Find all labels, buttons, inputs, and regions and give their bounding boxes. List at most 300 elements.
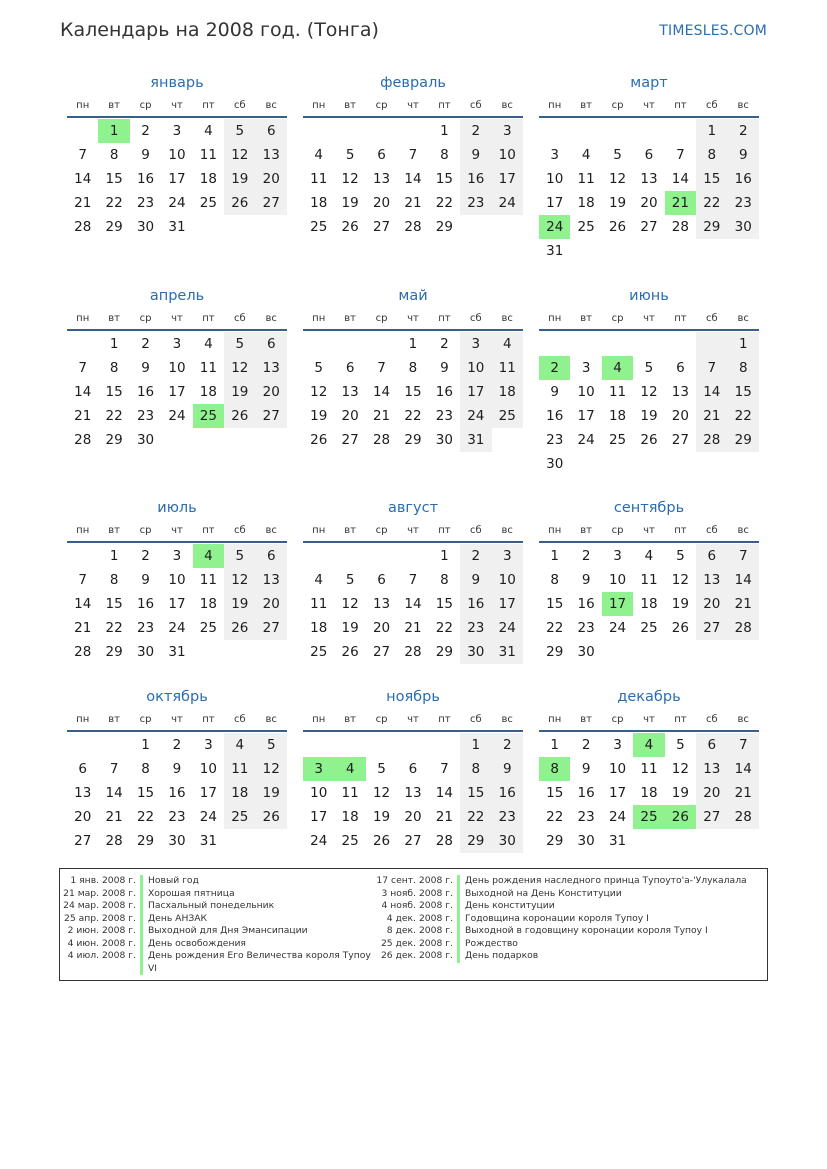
day-cell: 21: [372, 408, 391, 424]
legend-date: 25 дек. 2008 г.: [380, 937, 453, 949]
day-cell: 6: [377, 572, 386, 588]
legend-row: [374, 950, 760, 963]
day-cell: 1: [408, 336, 418, 352]
month-block: [303, 72, 523, 239]
weekday-label: ср: [611, 100, 624, 111]
day-cell: 5: [644, 360, 654, 376]
day-cell: 16: [460, 592, 491, 616]
day-cell: 23: [136, 620, 155, 636]
month-name: март: [630, 75, 668, 91]
day-cell: 2: [492, 733, 523, 757]
day-cell: 1: [440, 548, 449, 564]
day-cell: 25: [492, 404, 523, 428]
month-name: июнь: [629, 288, 669, 304]
day-cell: 6: [377, 147, 386, 163]
day-cell: 14: [435, 785, 453, 801]
legend-row: [374, 925, 760, 938]
empty-cell: [696, 640, 727, 664]
day-cell: 21: [728, 781, 759, 805]
day-cell: 9: [550, 384, 559, 400]
day-cell: 8: [109, 360, 119, 376]
weekday-label: чт: [643, 313, 655, 324]
weekday-label: пт: [438, 313, 451, 324]
day-cell: 27: [256, 191, 287, 215]
weekday-label: вс: [737, 714, 749, 725]
day-cell: 3: [172, 123, 182, 139]
day-cell: 15: [136, 785, 155, 801]
weekday-label: пт: [674, 525, 687, 536]
legend-holiday-name: Новый год: [148, 875, 199, 886]
weekday-label: сб: [705, 313, 718, 324]
empty-cell: [67, 733, 98, 757]
day-cell: 21: [74, 195, 92, 211]
day-cell: 26: [310, 432, 328, 448]
day-cell: 8: [728, 356, 759, 380]
day-cell: 27: [372, 644, 391, 660]
weekday-label: пн: [76, 714, 90, 725]
day-cell: 29: [105, 644, 123, 660]
brand-link[interactable]: TIMESLES.COM: [659, 23, 767, 39]
day-cell: 27: [696, 616, 727, 640]
empty-cell: [366, 332, 397, 356]
day-cell: 23: [728, 191, 759, 215]
day-cell: 27: [74, 833, 92, 849]
legend-date: 17 сент. 2008 г.: [376, 875, 453, 886]
day-cell: 21: [435, 809, 453, 825]
day-cell: 8: [440, 572, 449, 588]
day-cell: 10: [460, 356, 491, 380]
legend-holiday-name: День АНЗАК: [148, 912, 208, 924]
day-cell: 10: [199, 761, 217, 777]
weekday-label: вт: [108, 313, 120, 324]
day-cell: 7: [728, 544, 759, 568]
empty-cell: [633, 640, 664, 664]
day-cell: 11: [310, 596, 328, 612]
day-cell: 16: [460, 167, 491, 191]
weekday-label: чт: [407, 100, 419, 111]
day-cell: 21: [696, 404, 727, 428]
empty-cell: [633, 452, 664, 476]
weekday-label: ср: [139, 714, 152, 725]
weekday-label: вт: [580, 100, 592, 111]
empty-cell: [696, 332, 727, 356]
empty-cell: [602, 640, 633, 664]
weekday-header: [67, 522, 287, 543]
weekday-header: [539, 310, 759, 331]
day-cell: 6: [78, 761, 87, 777]
day-cell: 7: [676, 147, 685, 163]
month-block: [67, 72, 287, 239]
day-cell: 1: [550, 548, 559, 564]
day-grid: [539, 118, 759, 263]
day-cell: 29: [105, 432, 123, 448]
day-cell: 11: [341, 785, 359, 801]
weekday-label: вт: [344, 525, 356, 536]
day-cell: 23: [136, 408, 155, 424]
day-cell: 11: [199, 360, 217, 376]
day-cell: 22: [435, 195, 453, 211]
day-cell: 15: [435, 596, 453, 612]
empty-cell: [334, 733, 365, 757]
day-cell: 25: [193, 404, 224, 428]
day-cell: 22: [460, 805, 491, 829]
month-name: декабрь: [617, 689, 681, 705]
day-cell: 12: [372, 785, 391, 801]
day-cell: 5: [676, 737, 685, 753]
weekday-label: вс: [501, 100, 513, 111]
day-cell: 18: [310, 195, 328, 211]
weekday-label: ср: [139, 313, 152, 324]
day-cell: 28: [671, 219, 689, 235]
day-cell: 15: [105, 596, 123, 612]
day-cell: 18: [640, 596, 658, 612]
empty-cell: [397, 119, 428, 143]
day-cell: 13: [256, 568, 287, 592]
day-cell: 9: [460, 568, 491, 592]
weekday-label: пт: [202, 714, 215, 725]
day-cell: 2: [581, 737, 591, 753]
empty-cell: [303, 119, 334, 143]
month-block: [303, 285, 523, 452]
weekday-label: ср: [611, 525, 624, 536]
month-name: апрель: [149, 288, 205, 304]
day-cell: 11: [492, 356, 523, 380]
empty-cell: [366, 544, 397, 568]
month-name: октябрь: [146, 689, 208, 705]
day-cell: 22: [546, 809, 564, 825]
day-cell: 19: [224, 380, 255, 404]
day-grid: [539, 732, 759, 853]
weekday-label: сб: [469, 714, 482, 725]
day-cell: 12: [224, 356, 255, 380]
weekday-label: пт: [438, 525, 451, 536]
day-cell: 13: [256, 143, 287, 167]
legend-date: 26 дек. 2008 г.: [380, 950, 453, 961]
day-cell: 10: [168, 360, 186, 376]
day-cell: 9: [141, 147, 150, 163]
day-cell: 6: [256, 119, 287, 143]
day-cell: 10: [492, 143, 523, 167]
day-cell: 4: [204, 336, 213, 352]
day-cell: 21: [728, 592, 759, 616]
day-cell: 16: [728, 167, 759, 191]
weekday-label: вс: [265, 714, 277, 725]
day-cell: 15: [435, 171, 453, 187]
weekday-label: пн: [312, 100, 326, 111]
legend-date: 4 нояб. 2008 г.: [381, 900, 453, 911]
legend-date: 21 мар. 2008 г.: [63, 887, 136, 899]
day-cell: 6: [256, 332, 287, 356]
day-cell: 12: [341, 171, 359, 187]
empty-cell: [366, 119, 397, 143]
day-cell: 18: [577, 195, 595, 211]
weekday-label: чт: [171, 525, 183, 536]
day-cell: 2: [728, 119, 759, 143]
weekday-label: вт: [580, 313, 592, 324]
empty-cell: [492, 428, 523, 452]
day-cell: 4: [633, 733, 664, 757]
day-cell: 3: [460, 332, 491, 356]
empty-cell: [460, 215, 491, 239]
weekday-header: [67, 310, 287, 331]
legend-column-right: [374, 875, 760, 963]
day-cell: 13: [372, 171, 391, 187]
empty-cell: [696, 829, 727, 853]
legend-holiday-name: День рождения Его Величества короля Тупоу VI: [148, 950, 371, 974]
day-cell: 24: [310, 833, 328, 849]
weekday-label: вт: [580, 525, 592, 536]
day-cell: 3: [172, 548, 182, 564]
day-cell: 23: [546, 432, 564, 448]
day-cell: 13: [640, 171, 658, 187]
weekday-label: пн: [548, 525, 562, 536]
day-cell: 4: [602, 356, 633, 380]
day-cell: 28: [696, 428, 727, 452]
day-cell: 24: [168, 620, 186, 636]
empty-cell: [602, 452, 633, 476]
day-cell: 10: [168, 147, 186, 163]
weekday-header: [539, 711, 759, 732]
day-cell: 27: [671, 432, 689, 448]
day-cell: 6: [345, 360, 355, 376]
day-cell: 24: [577, 432, 595, 448]
day-cell: 18: [224, 781, 255, 805]
empty-cell: [492, 215, 523, 239]
day-cell: 8: [696, 143, 727, 167]
day-cell: 13: [372, 596, 391, 612]
day-cell: 24: [492, 191, 523, 215]
day-cell: 6: [256, 544, 287, 568]
legend-row: [60, 950, 375, 975]
day-cell: 7: [78, 360, 87, 376]
weekday-header: [67, 711, 287, 732]
legend-holiday-name: День рождения наследного принца Тупоуто'а-'Улукалала: [465, 875, 747, 886]
day-cell: 18: [199, 171, 217, 187]
weekday-label: пт: [674, 100, 687, 111]
day-cell: 23: [435, 408, 453, 424]
weekday-header: [539, 97, 759, 118]
legend-row: [60, 888, 375, 901]
day-cell: 26: [341, 219, 359, 235]
empty-cell: [665, 452, 696, 476]
day-cell: 23: [460, 616, 491, 640]
weekday-label: пт: [674, 313, 687, 324]
empty-cell: [224, 829, 255, 853]
day-cell: 22: [435, 620, 453, 636]
day-grid: [67, 543, 287, 664]
day-cell: 17: [577, 408, 595, 424]
day-cell: 8: [539, 757, 570, 781]
day-cell: 19: [341, 195, 359, 211]
legend-date: 25 апр. 2008 г.: [64, 912, 136, 924]
day-cell: 24: [608, 620, 627, 636]
day-cell: 20: [256, 380, 287, 404]
day-cell: 6: [676, 360, 685, 376]
day-cell: 15: [696, 167, 727, 191]
day-cell: 8: [141, 761, 150, 777]
day-cell: 5: [377, 761, 386, 777]
day-cell: 25: [341, 833, 359, 849]
weekday-label: пт: [202, 313, 215, 324]
day-cell: 14: [671, 171, 689, 187]
day-cell: 26: [224, 191, 255, 215]
day-cell: 21: [404, 195, 422, 211]
day-cell: 29: [435, 219, 453, 235]
day-cell: 1: [109, 548, 119, 564]
weekday-label: пт: [674, 714, 687, 725]
legend-date: 4 дек. 2008 г.: [386, 912, 453, 924]
day-cell: 31: [608, 833, 627, 849]
day-cell: 20: [404, 809, 422, 825]
day-cell: 30: [577, 833, 595, 849]
month-name: январь: [150, 75, 204, 91]
day-cell: 24: [168, 408, 186, 424]
day-cell: 2: [539, 356, 570, 380]
day-cell: 14: [74, 596, 92, 612]
day-cell: 28: [728, 805, 759, 829]
weekday-label: пт: [202, 525, 215, 536]
day-cell: 17: [546, 195, 564, 211]
day-cell: 19: [608, 195, 627, 211]
legend-row: [374, 900, 760, 913]
day-cell: 18: [341, 809, 359, 825]
weekday-label: пн: [76, 100, 90, 111]
day-cell: 26: [671, 620, 689, 636]
legend-row: [60, 875, 375, 888]
day-cell: 13: [404, 785, 422, 801]
day-cell: 16: [136, 596, 155, 612]
day-cell: 3: [492, 544, 523, 568]
weekday-label: ср: [139, 100, 152, 111]
month-block: [539, 497, 759, 664]
day-cell: 26: [224, 616, 255, 640]
day-cell: 10: [577, 384, 595, 400]
day-cell: 7: [377, 360, 386, 376]
day-cell: 29: [546, 644, 564, 660]
weekday-label: сб: [469, 100, 482, 111]
day-cell: 4: [644, 548, 654, 564]
empty-cell: [193, 215, 224, 239]
day-cell: 24: [492, 616, 523, 640]
legend-row: [60, 913, 375, 926]
weekday-label: пн: [548, 714, 562, 725]
day-cell: 25: [633, 805, 664, 829]
day-grid: [67, 331, 287, 452]
day-cell: 31: [199, 833, 217, 849]
day-cell: 9: [581, 572, 591, 588]
weekday-label: вт: [580, 714, 592, 725]
day-cell: 7: [109, 761, 119, 777]
day-cell: 18: [310, 620, 328, 636]
day-cell: 10: [546, 171, 564, 187]
weekday-label: вт: [344, 100, 356, 111]
day-cell: 10: [168, 572, 186, 588]
weekday-label: ср: [611, 313, 624, 324]
day-cell: 12: [256, 757, 287, 781]
day-cell: 16: [577, 596, 595, 612]
day-cell: 29: [728, 428, 759, 452]
empty-cell: [224, 215, 255, 239]
weekday-label: вс: [501, 714, 513, 725]
day-grid: [539, 543, 759, 664]
day-cell: 8: [440, 147, 449, 163]
day-cell: 17: [460, 380, 491, 404]
day-cell: 5: [224, 332, 255, 356]
day-cell: 4: [314, 147, 323, 163]
day-cell: 21: [404, 620, 422, 636]
day-cell: 23: [460, 191, 491, 215]
empty-cell: [334, 544, 365, 568]
day-cell: 26: [341, 644, 359, 660]
empty-cell: [303, 544, 334, 568]
empty-cell: [665, 332, 696, 356]
day-cell: 27: [256, 404, 287, 428]
weekday-label: сб: [469, 525, 482, 536]
day-cell: 30: [136, 219, 155, 235]
day-cell: 3: [613, 737, 622, 753]
day-cell: 19: [671, 785, 689, 801]
legend-column-left: [60, 875, 375, 975]
day-cell: 18: [492, 380, 523, 404]
day-cell: 13: [74, 785, 92, 801]
day-cell: 1: [109, 336, 119, 352]
month-name: июль: [157, 500, 197, 516]
day-cell: 27: [372, 219, 391, 235]
weekday-label: чт: [643, 100, 655, 111]
weekday-label: ср: [375, 100, 388, 111]
day-cell: 28: [404, 219, 422, 235]
weekday-label: пн: [76, 525, 90, 536]
weekday-label: пн: [312, 313, 326, 324]
empty-cell: [161, 428, 192, 452]
day-cell: 19: [224, 592, 255, 616]
day-cell: 9: [581, 761, 591, 777]
day-cell: 9: [728, 143, 759, 167]
day-cell: 22: [105, 408, 123, 424]
weekday-header: [303, 310, 523, 331]
weekday-label: чт: [407, 525, 419, 536]
day-grid: [67, 118, 287, 239]
day-cell: 5: [224, 544, 255, 568]
day-cell: 9: [492, 757, 523, 781]
day-cell: 6: [408, 761, 418, 777]
day-cell: 29: [460, 829, 491, 853]
weekday-label: сб: [233, 100, 246, 111]
day-cell: 19: [640, 408, 658, 424]
weekday-label: ср: [375, 525, 388, 536]
day-cell: 18: [199, 596, 217, 612]
day-cell: 30: [577, 644, 595, 660]
day-cell: 6: [696, 733, 727, 757]
weekday-label: чт: [171, 313, 183, 324]
day-cell: 29: [546, 833, 564, 849]
day-cell: 24: [199, 809, 217, 825]
day-cell: 4: [581, 147, 591, 163]
legend-holiday-name: Рождество: [465, 937, 518, 949]
month-name: май: [398, 288, 428, 304]
weekday-header: [303, 522, 523, 543]
legend-holiday-name: Годовщина коронации короля Тупоу I: [465, 912, 649, 924]
day-grid: [303, 732, 523, 853]
day-cell: 2: [141, 123, 150, 139]
day-cell: 5: [224, 119, 255, 143]
empty-cell: [67, 544, 98, 568]
day-cell: 11: [199, 572, 217, 588]
weekday-label: пн: [548, 313, 562, 324]
month-name: август: [387, 500, 439, 516]
day-cell: 16: [492, 781, 523, 805]
month-block: [539, 285, 759, 476]
